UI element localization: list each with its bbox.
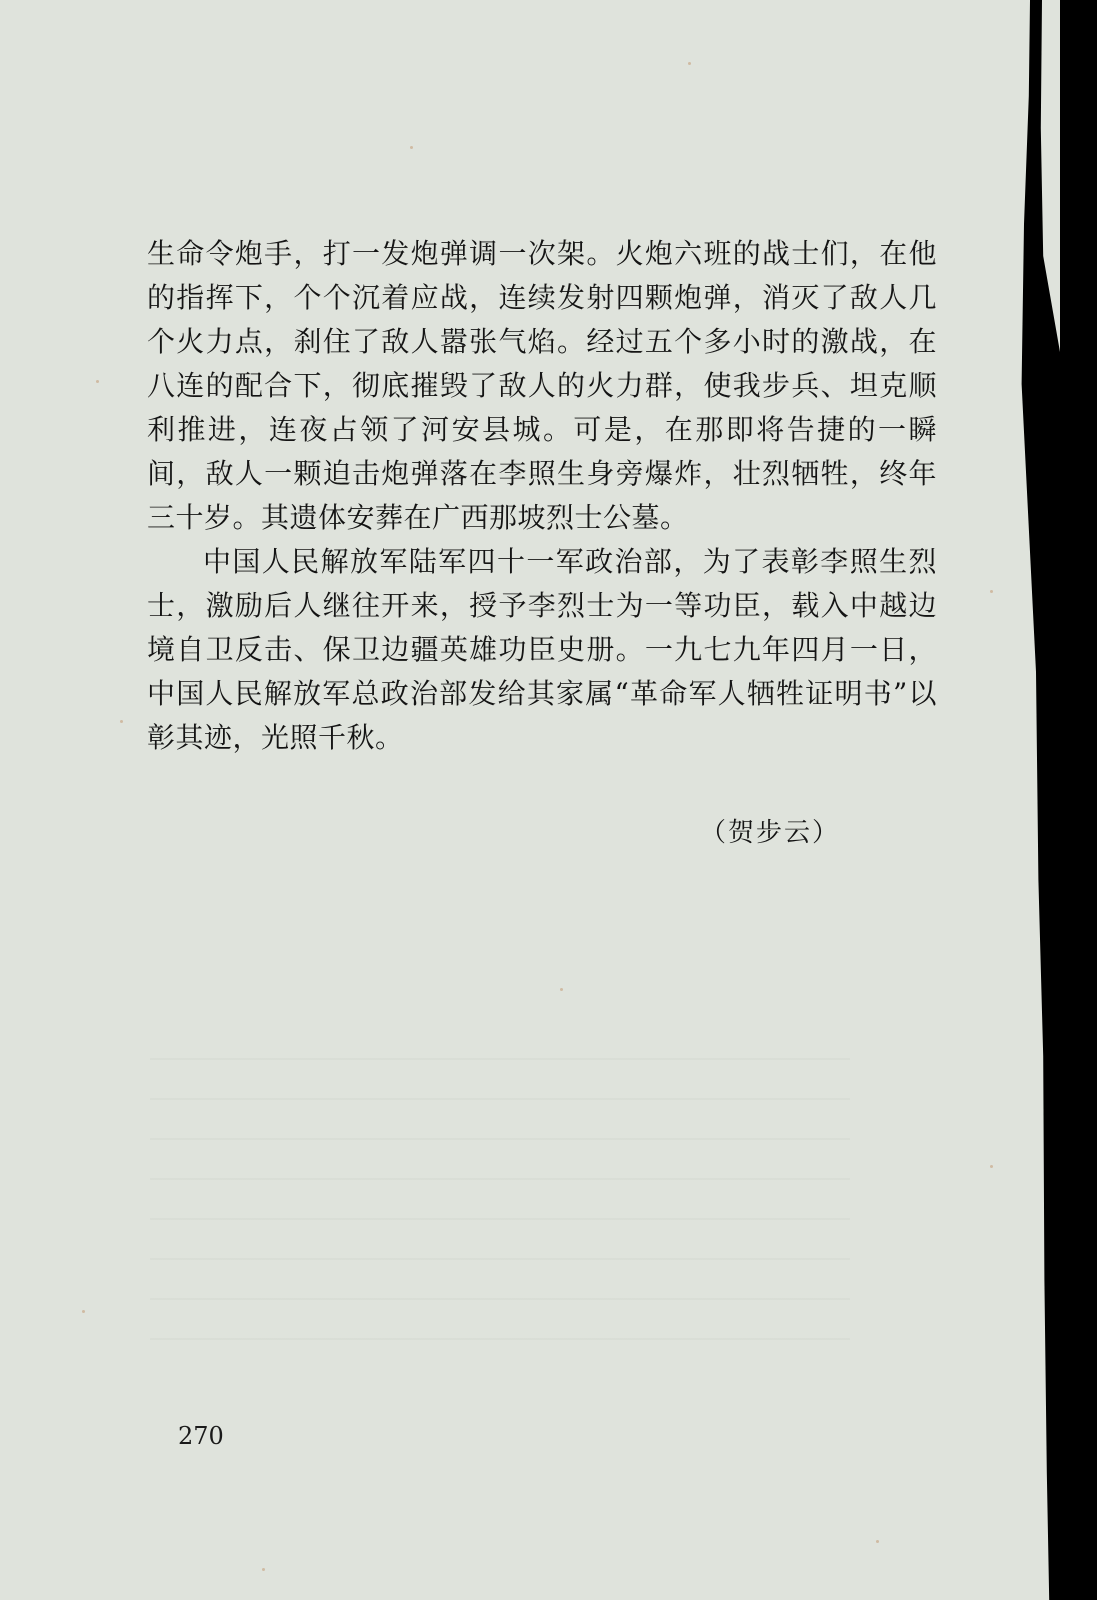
paragraph-2: 中国人民解放军陆军四十一军政治部，为了表彰李照生烈士，激励后人继往开来，授予李烈士为一等功臣，载入中越边境自卫反击、保卫边疆英雄功臣史册。一九七九年四月一日，中国人民解放军总政治部发给其家属“革命军人牺牲证明书”以彰其迹，光照千秋。 — [147, 545, 937, 754]
torn-page-edge — [1000, 0, 1060, 1600]
paper-speck — [120, 720, 123, 723]
author-signature: （贺步云） — [700, 818, 841, 848]
paper-speck — [560, 988, 563, 991]
paper-speck — [96, 380, 99, 383]
paper-speck — [82, 1310, 85, 1313]
body-text — [147, 232, 937, 760]
paper-speck — [688, 62, 691, 65]
paper-speck — [990, 1165, 993, 1168]
show-through-texture — [150, 1040, 850, 1340]
page-number: 270 — [178, 1422, 224, 1450]
paper-speck — [410, 146, 413, 149]
paper-speck — [262, 1568, 265, 1571]
paper-speck — [876, 1540, 879, 1543]
paper-speck — [990, 590, 993, 593]
paragraph-1: 生命令炮手，打一发炮弹调一次架。火炮六班的战士们，在他的指挥下，个个沉着应战，连续发射四颗炮弹，消灭了敌人几个火力点，刹住了敌人嚣张气焰。经过五个多小时的激战，在八连的配合下，彻底摧毁了敌人的火力群，使我步兵、坦克顺利推进，连夜占领了河安县城。可是，在那即将告捷的一瞬间，敌人一颗迫击炮弹落在李照生身旁爆炸，壮烈牺牲，终年三十岁。其遗体安葬在广西那坡烈士公墓。 — [147, 237, 937, 534]
